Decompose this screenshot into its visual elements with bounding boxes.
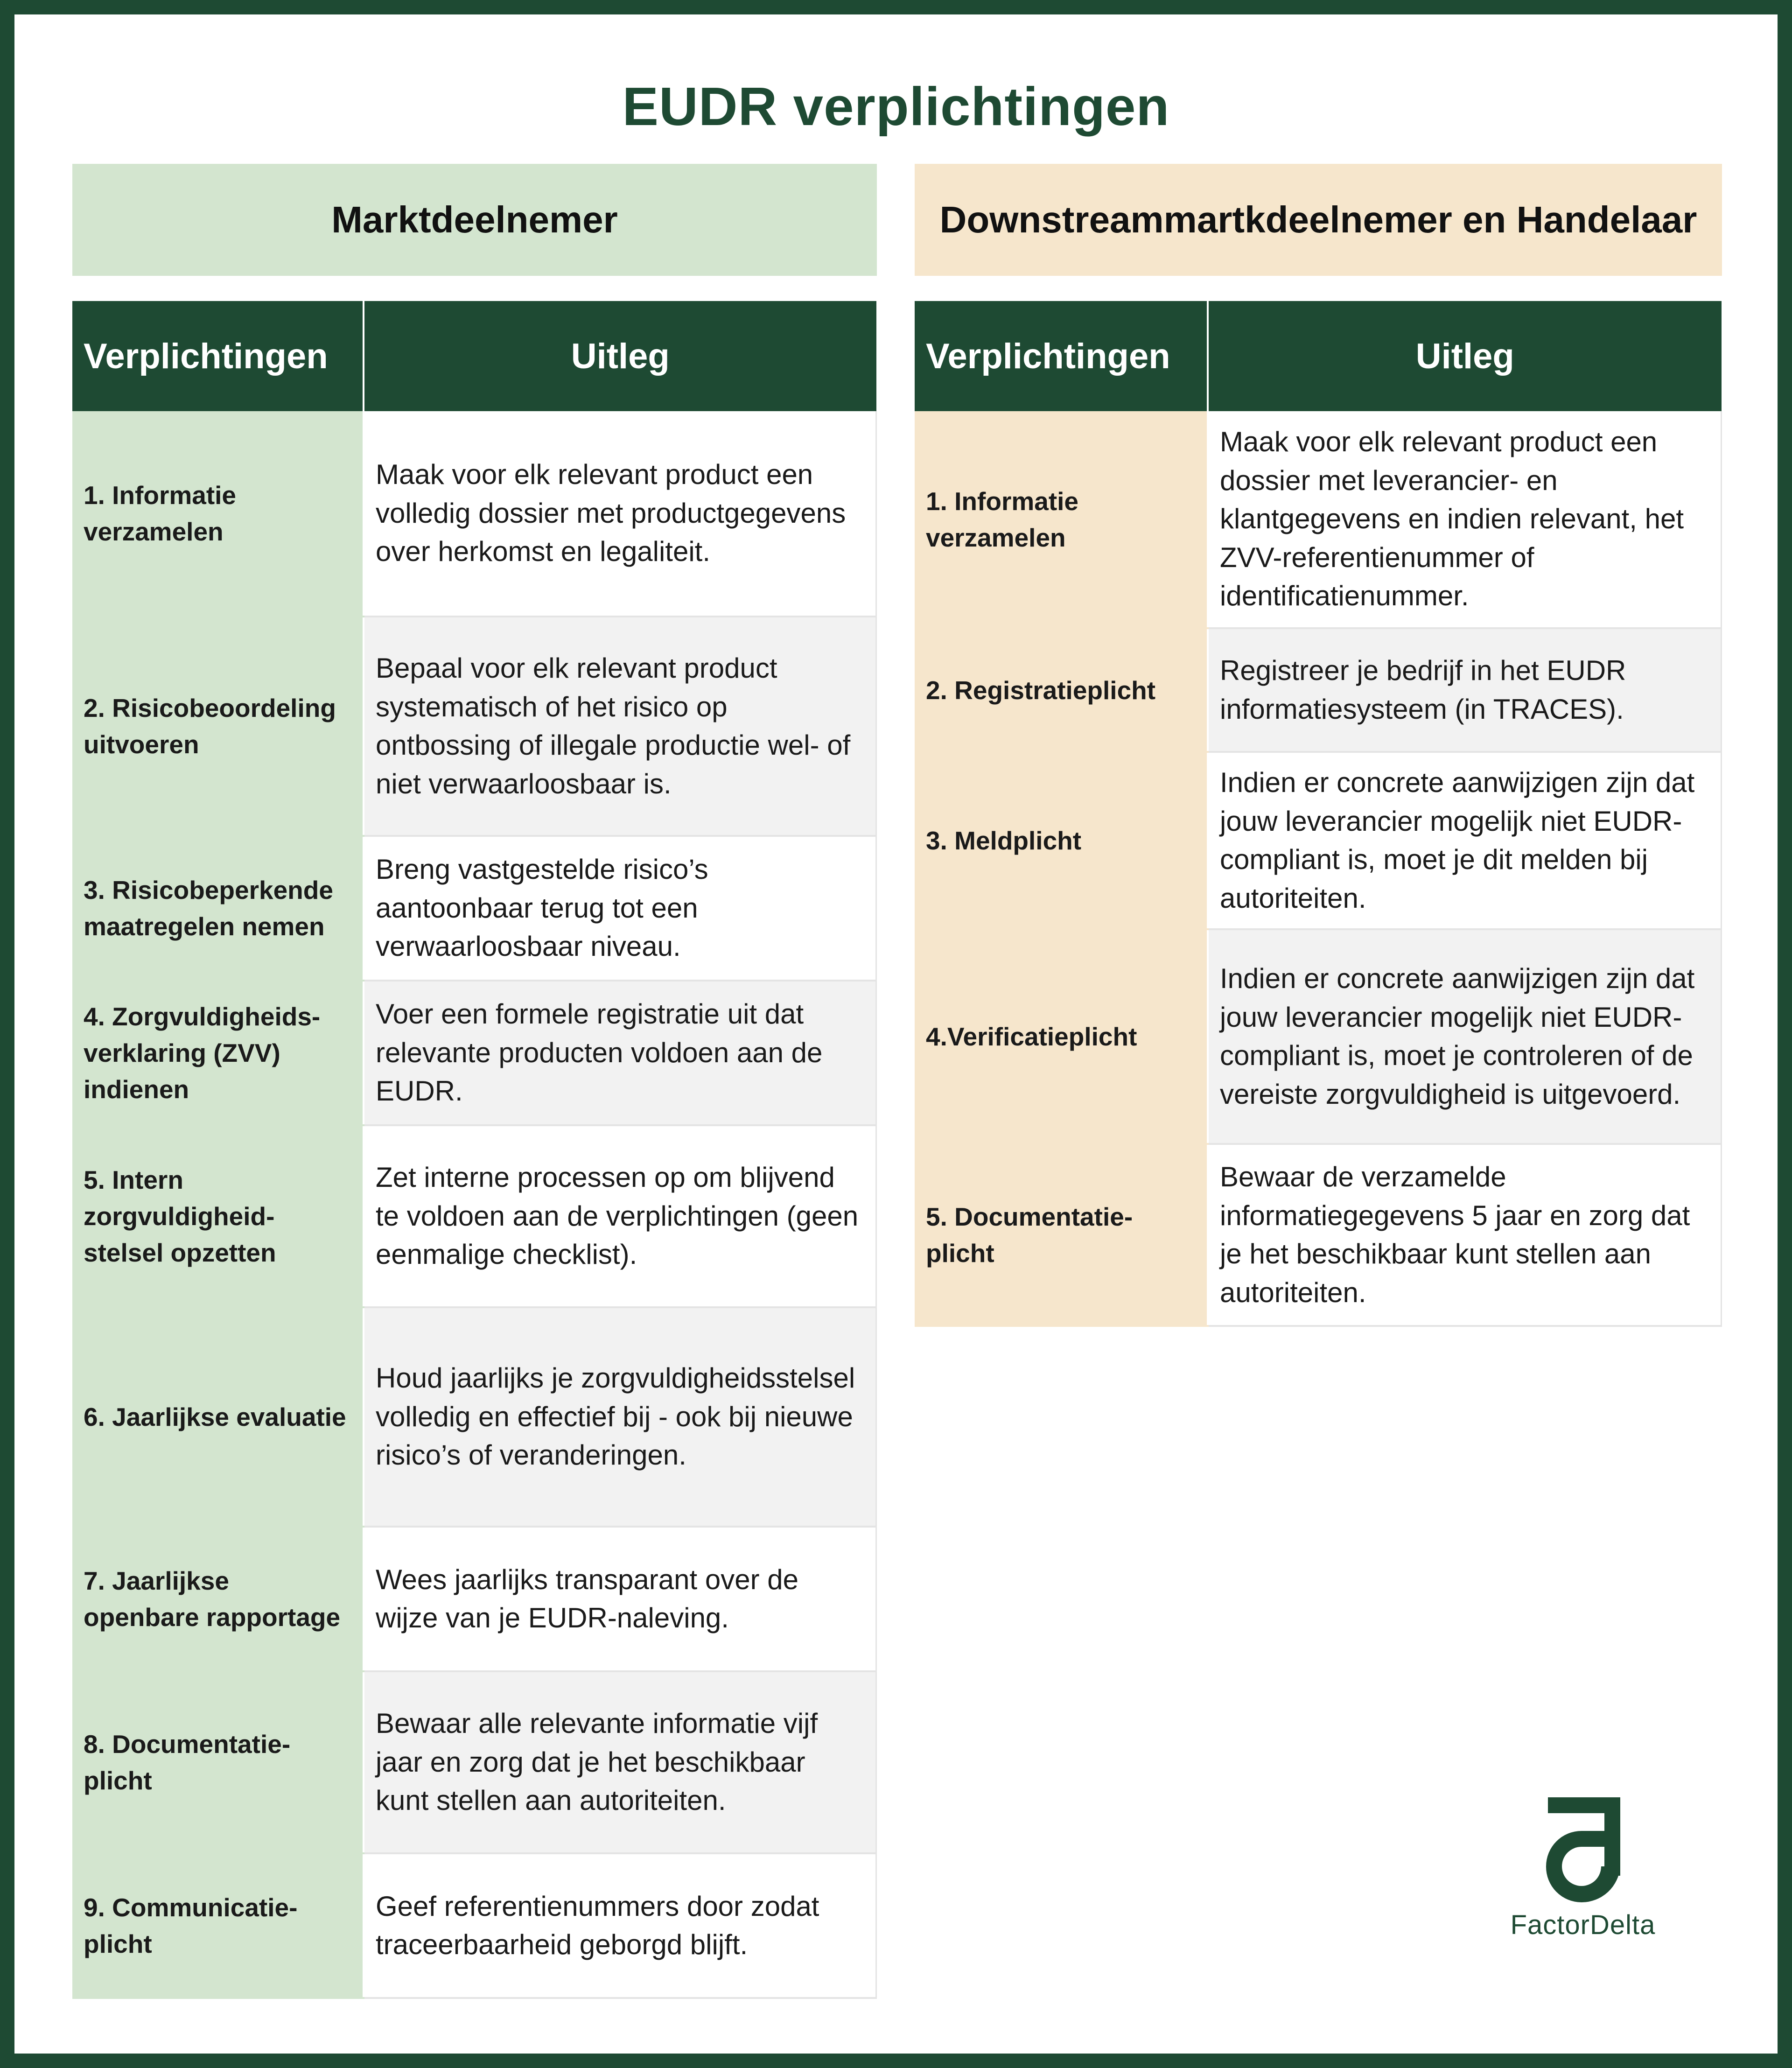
obligation-label: 3. Meldplicht <box>915 752 1208 929</box>
table-row <box>72 1125 876 1307</box>
obligation-label: 1. Informatie verzamelen <box>915 411 1208 628</box>
infographic-page <box>14 14 1778 2054</box>
obligation-description: Registreer je bedrijf in het EUDR informatiesysteem (in TRACES). <box>1208 628 1722 752</box>
obligation-label: 4. Zorgvuldigheids-verklaring (ZVV) indienen <box>72 981 364 1125</box>
table-row <box>72 411 876 617</box>
obligation-description: Indien er concrete aanwijzigen zijn dat jouw leverancier mogelijk niet EUDR-compliant is, moet je dit melden bij autoriteiten. <box>1208 752 1722 929</box>
factordelta-logo-icon <box>1543 1797 1623 1905</box>
downstream-banner: Downstreammartkdeelnemer en Handelaar <box>915 164 1722 276</box>
obligation-description: Maak voor elk relevant product een volledig dossier met productgegevens over herkomst en legaliteit. <box>364 411 876 617</box>
obligation-label: 4.Verificatieplicht <box>915 929 1208 1144</box>
obligation-label: 5. Intern zorgvuldigheid-stelsel opzetten <box>72 1125 364 1307</box>
obligation-label: 5. Documentatie-plicht <box>915 1144 1208 1326</box>
obligation-description: Zet interne processen op om blijvend te voldoen aan de verplichtingen (geen eenmalige checklist). <box>364 1125 876 1307</box>
obligation-description: Breng vastgestelde risico’s aantoonbaar terug tot een verwaarloosbaar niveau. <box>364 836 876 981</box>
obligation-label: 2. Risicobeoordeling uitvoeren <box>72 617 364 836</box>
obligation-label: 8. Documentatie-plicht <box>72 1671 364 1853</box>
downstream-column <box>915 164 1722 1327</box>
obligation-description: Geef referentienummers door zodat traceerbaarheid geborgd blijft. <box>364 1853 876 1998</box>
table-header-row <box>72 301 876 411</box>
factordelta-logo <box>1499 1797 1667 1941</box>
table-row <box>915 1144 1722 1326</box>
page-title: EUDR verplichtingen <box>622 76 1170 137</box>
obligation-description: Maak voor elk relevant product een dossier met leverancier- en klantgegevens en indien relevant, het ZVV-referentienummer of identificatienummer. <box>1208 411 1722 628</box>
obligation-description: Indien er concrete aanwijzigen zijn dat jouw leverancier mogelijk niet EUDR-compliant is, moet je controleren of de vereiste zorgvuldigheid is uitgevoerd. <box>1208 929 1722 1144</box>
table-row <box>72 1527 876 1671</box>
header-uitleg: Uitleg <box>364 301 876 411</box>
table-row <box>72 1307 876 1527</box>
obligation-description: Houd jaarlijks je zorgvuldigheidsstelsel volledig en effectief bij - ook bij nieuwe risico’s of veranderingen. <box>364 1307 876 1527</box>
obligation-description: Bepaal voor elk relevant product systematisch of het risico op ontbossing of illegale productie wel- of niet verwaarloosbaar is. <box>364 617 876 836</box>
obligation-label: 1. Informatie verzamelen <box>72 411 364 617</box>
table-row <box>72 981 876 1125</box>
table-row <box>72 617 876 836</box>
table-row <box>915 411 1722 628</box>
marktdeelnemer-column <box>72 164 877 1999</box>
table-row <box>72 1671 876 1853</box>
table-row <box>915 628 1722 752</box>
header-verplichtingen: Verplichtingen <box>915 301 1208 411</box>
obligation-description: Voer een formele registratie uit dat relevante producten voldoen aan de EUDR. <box>364 981 876 1125</box>
header-verplichtingen: Verplichtingen <box>72 301 364 411</box>
obligation-label: 2. Registratieplicht <box>915 628 1208 752</box>
downstream-table <box>915 301 1722 1327</box>
obligation-description: Bewaar de verzamelde informatiegegevens 5 jaar en zorg dat je het beschikbaar kunt stellen aan autoriteiten. <box>1208 1144 1722 1326</box>
obligation-label: 9. Communicatie-plicht <box>72 1853 364 1998</box>
table-header-row <box>915 301 1722 411</box>
logo-text: FactorDelta <box>1510 1910 1656 1940</box>
obligation-label: 3. Risicobeperkende maatregelen nemen <box>72 836 364 981</box>
obligation-description: Wees jaarlijks transparant over de wijze van je EUDR-naleving. <box>364 1527 876 1671</box>
marktdeelnemer-table <box>72 301 877 1999</box>
obligation-description: Bewaar alle relevante informatie vijf jaar en zorg dat je het beschikbaar kunt stellen aan autoriteiten. <box>364 1671 876 1853</box>
obligation-label: 7. Jaarlijkse openbare rapportage <box>72 1527 364 1671</box>
obligation-label: 6. Jaarlijkse evaluatie <box>72 1307 364 1527</box>
marktdeelnemer-banner: Marktdeelnemer <box>72 164 877 276</box>
header-uitleg: Uitleg <box>1208 301 1722 411</box>
table-row <box>915 752 1722 929</box>
table-row <box>72 836 876 981</box>
table-row <box>915 929 1722 1144</box>
table-row <box>72 1853 876 1998</box>
